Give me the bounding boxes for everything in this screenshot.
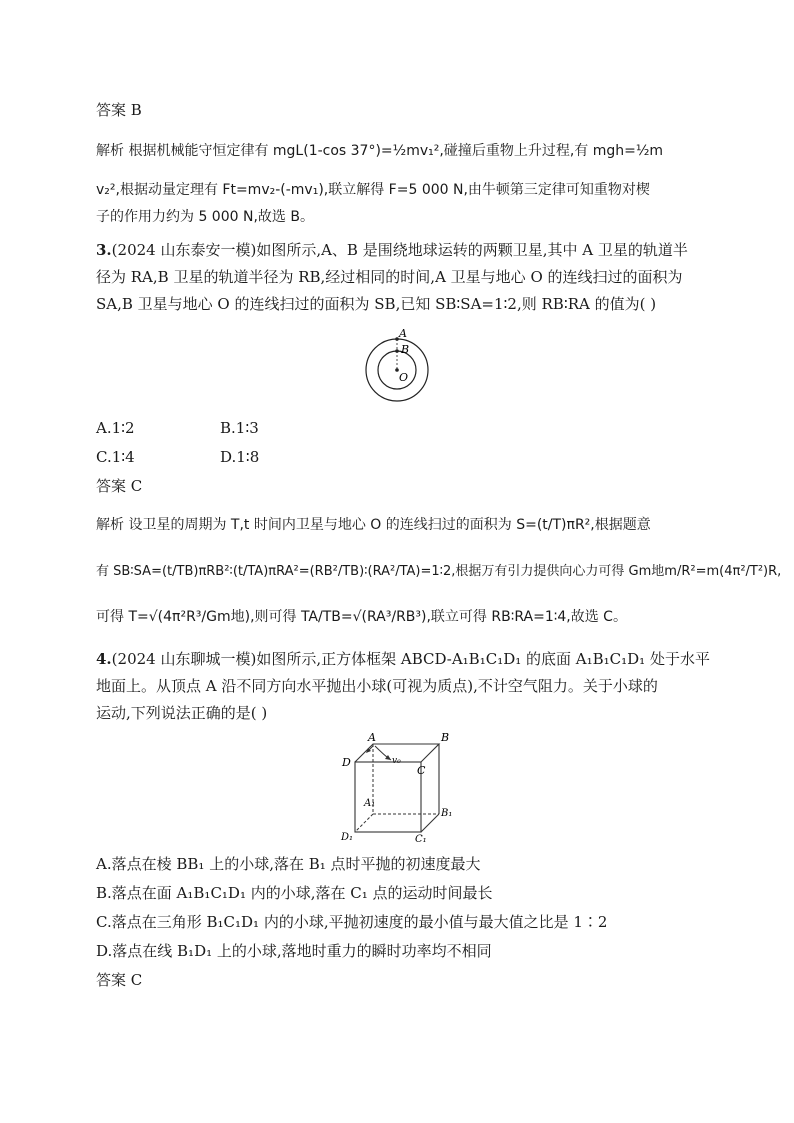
label-c: C <box>417 764 426 777</box>
label-b: B <box>401 343 410 356</box>
orbit-diagram <box>355 325 445 405</box>
stem-text: (2024 山东泰安一模)如图所示,A、B 是围绕地球运转的两颗卫星,其中 A 卫星的轨道半 <box>111 241 688 259</box>
solution-line: v₂²,根据动量定理有 Ft=mv₂-(-mv₁),联立解得 F=5 000 N,由牛顿第三定律可知重物对楔 <box>96 182 650 198</box>
solution-line <box>96 141 663 161</box>
option-b: B.1∶3 <box>220 419 259 437</box>
label-o: O <box>399 371 409 384</box>
option-c: C.落点在三角形 B₁C₁D₁ 内的小球,平抛初速度的最小值与最大值之比是 1∶2 <box>96 913 608 931</box>
option-d: D.1∶8 <box>220 448 260 466</box>
answer-value: B <box>130 101 142 119</box>
stem-text: (2024 山东聊城一模)如图所示,正方体框架 ABCD-A₁B₁C₁D₁ 的底面 A₁B₁C₁D₁ 处于水平 <box>111 650 710 668</box>
solution-line: 子的作用力约为 5 000 N,故选 B。 <box>96 209 314 225</box>
answer-label: 答案 <box>96 971 127 989</box>
label-d: D <box>342 756 351 769</box>
solution-line <box>96 515 651 535</box>
question-4-stem <box>96 649 710 669</box>
label-a: A <box>368 731 376 744</box>
question-number: 3. <box>96 241 112 259</box>
label-b: B <box>441 731 450 744</box>
question-4-stem-line: 运动,下列说法正确的是( ) <box>96 704 268 722</box>
solution-label: 解析 <box>96 143 124 159</box>
edge-a1-d1 <box>355 814 373 832</box>
answer-line-q3 <box>96 476 142 496</box>
option-d: D.落点在线 B₁D₁ 上的小球,落地时重力的瞬时功率均不相同 <box>96 942 492 960</box>
option-a: A.落点在棱 BB₁ 上的小球,落在 B₁ 点时平抛的初速度最大 <box>96 855 481 873</box>
solution-text: 设卫星的周期为 T,t 时间内卫星与地心 O 的连线扫过的面积为 S=(t/T)πR²,根据题意 <box>128 517 651 533</box>
label-a1: A₁ <box>364 798 376 809</box>
option-c: C.1∶4 <box>96 448 135 466</box>
answer-line-q4 <box>96 970 142 990</box>
question-4-stem-line: 地面上。从顶点 A 沿不同方向水平抛出小球(可视为质点),不计空气阻力。关于小球的 <box>96 677 658 695</box>
option-b: B.落点在面 A₁B₁C₁D₁ 内的小球,落在 C₁ 点的运动时间最长 <box>96 884 493 902</box>
label-c1: C₁ <box>415 834 427 845</box>
solution-label: 解析 <box>96 517 124 533</box>
answer-label: 答案 <box>96 477 127 495</box>
solution-line: 可得 T=√(4π²R³/Gm地),则可得 TA/TB=√(RA³/RB³),联立可得 RB∶RA=1∶4,故选 C。 <box>96 609 627 625</box>
label-b1: B₁ <box>441 808 453 819</box>
answer-value: C <box>130 971 143 989</box>
solution-text: 根据机械能守恒定律有 mgL(1-cos 37°)=½mv₁²,碰撞后重物上升过程,有 mgh=½m <box>128 143 664 159</box>
answer-line-prev <box>96 100 142 120</box>
answer-label: 答案 <box>96 101 127 119</box>
answer-value: C <box>130 477 143 495</box>
cube-diagram <box>335 730 465 845</box>
option-a: A.1∶2 <box>96 419 135 437</box>
question-number: 4. <box>96 650 112 668</box>
label-a: A <box>399 327 407 340</box>
question-3-stem <box>96 240 688 260</box>
question-3-stem-line: 径为 RA,B 卫星的轨道半径为 RB,经过相同的时间,A 卫星与地心 O 的连线扫过的面积为 <box>96 268 683 286</box>
solution-line: 有 SB∶SA=(t/TB)πRB²∶(t/TA)πRA²=(RB²/TB)∶(RA²/TA)=1∶2,根据万有引力提供向心力可得 Gm地m/R²=m(4π²/T²)R, <box>96 564 782 579</box>
question-3-stem-line: SA,B 卫星与地心 O 的连线扫过的面积为 SB,已知 SB∶SA=1∶2,则 RB∶RA 的值为( ) <box>96 295 657 313</box>
label-v0: v₀ <box>392 756 401 766</box>
edge-b1-c1 <box>421 814 439 832</box>
satellite-b-dot <box>395 349 399 353</box>
label-d1: D₁ <box>341 832 354 843</box>
